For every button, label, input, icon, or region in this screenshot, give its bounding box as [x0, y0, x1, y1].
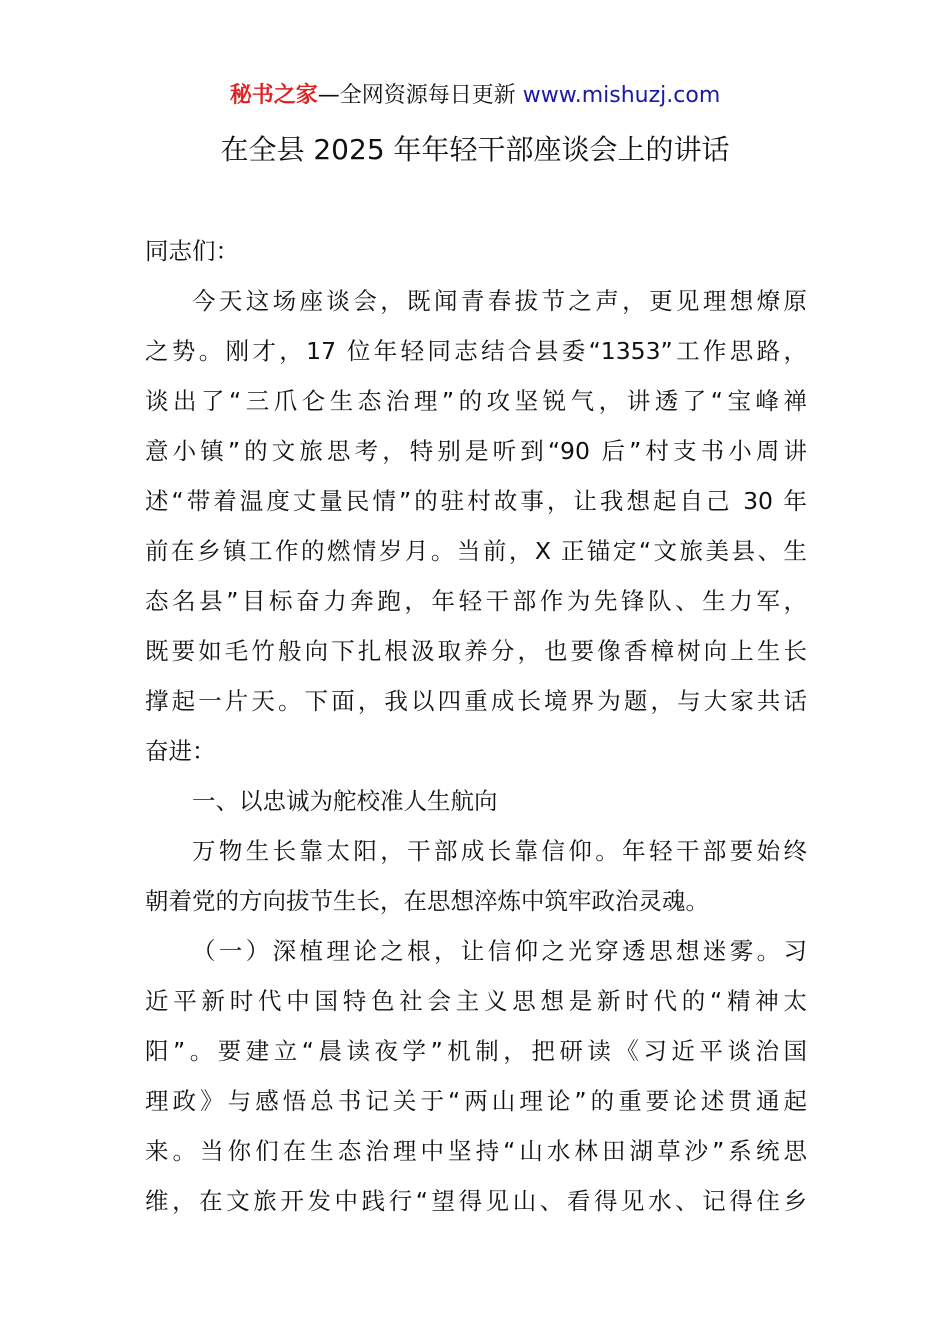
- document-body: [145, 226, 807, 1226]
- body-line: 述“带着温度丈量民情”的驻村故事，让我想起自己 30 年: [145, 487, 807, 515]
- body-line: 朝着党的方向拔节生长，在思想淬炼中筑牢政治灵魂。: [145, 887, 709, 915]
- body-line: 近平新时代中国特色社会主义思想是新时代的“精神太: [145, 987, 807, 1015]
- body-line: （一）深植理论之根，让信仰之光穿透思想迷雾。习: [192, 937, 807, 965]
- body-line: 阳”。要建立“晨读夜学”机制，把研读《习近平谈治国: [145, 1037, 807, 1065]
- body-line: 前在乡镇工作的燃情岁月。当前，X 正锚定“文旅美县、生: [145, 537, 807, 565]
- site-banner: [0, 80, 950, 112]
- body-line: 谈出了“三爪仑生态治理”的攻坚锐气，讲透了“宝峰禅: [145, 387, 807, 415]
- body-line: 万物生长靠太阳，干部成长靠信仰。年轻干部要始终: [192, 837, 807, 865]
- site-url[interactable]: www.mishuzj.com: [522, 83, 721, 108]
- body-line: 奋进：: [145, 737, 216, 765]
- body-line: 维，在文旅开发中践行“望得见山、看得见水、记得住乡: [145, 1187, 807, 1215]
- body-line: 之势。刚才，17 位年轻同志结合县委“1353”工作思路，: [145, 337, 807, 365]
- body-line: 意小镇”的文旅思考，特别是听到“90 后”村支书小周讲: [145, 437, 807, 465]
- body-line: 态名县”目标奋力奔跑，年轻干部作为先锋队、生力军，: [145, 587, 807, 615]
- body-line: 既要如毛竹般向下扎根汲取养分，也要像香樟树向上生长: [145, 637, 807, 665]
- body-line: 撑起一片天。下面，我以四重成长境界为题，与大家共话: [145, 687, 807, 715]
- document-title: 在全县 2025 年年轻干部座谈会上的讲话: [220, 133, 730, 166]
- body-line: 今天这场座谈会，既闻青春拔节之声，更见理想燎原: [192, 287, 807, 315]
- body-line: 理政》与感悟总书记关于“两山理论”的重要论述贯通起: [145, 1087, 807, 1115]
- body-line: 来。当你们在生态治理中坚持“山水林田湖草沙”系统思: [145, 1137, 807, 1165]
- body-line: 一、以忠诚为舵校准人生航向: [192, 787, 498, 815]
- brand-name: 秘书之家: [229, 83, 318, 108]
- banner-tagline: —全网资源每日更新: [317, 83, 523, 108]
- body-line: 同志们：: [145, 237, 239, 265]
